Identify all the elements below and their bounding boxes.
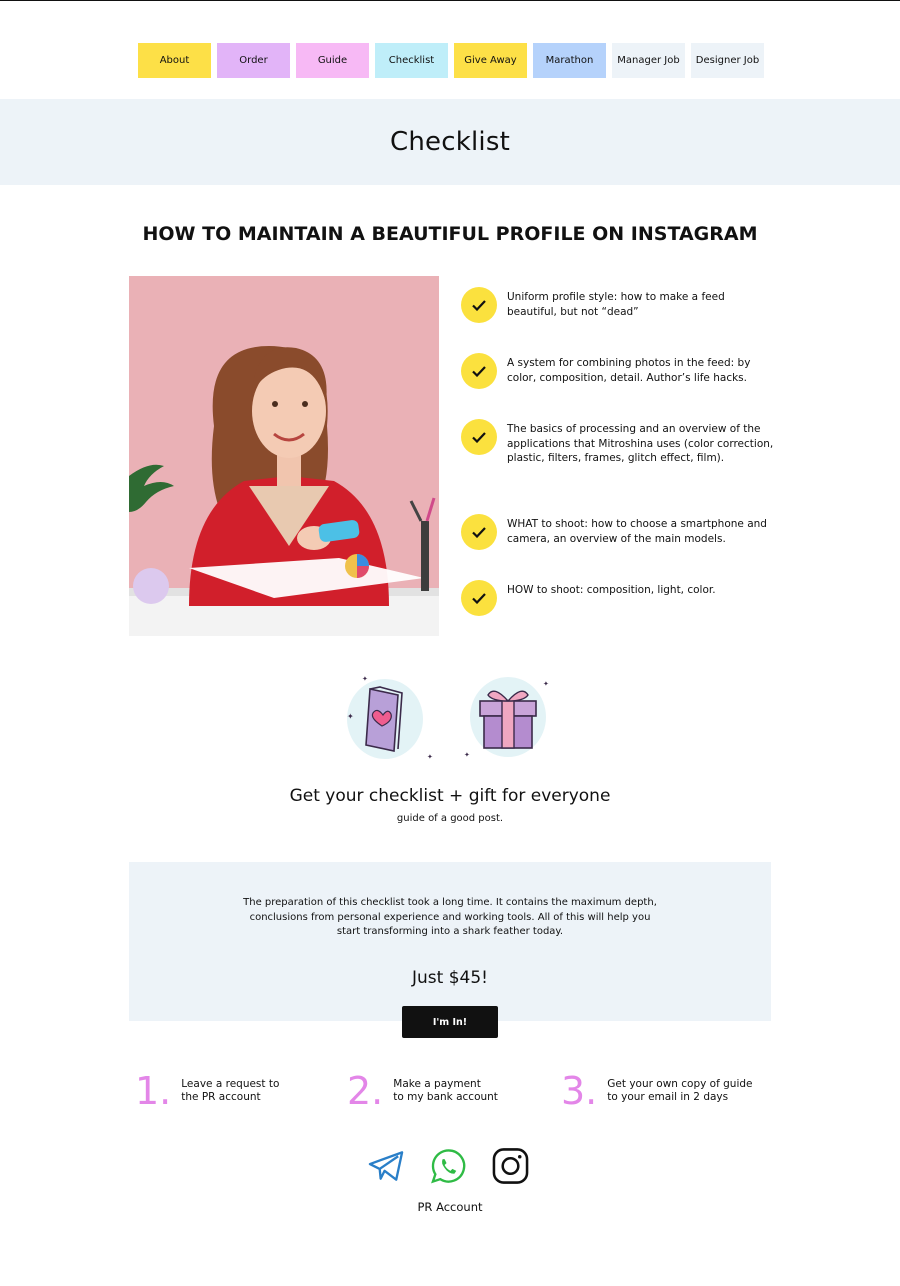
card-and-gift-icon [340,671,560,766]
nav-order[interactable]: Order [217,43,290,78]
price-label: Just $45! [412,968,488,988]
im-in-button[interactable]: I'm In! [402,1006,498,1038]
checkmark-icon [461,287,497,323]
step-number: 2. [347,1069,384,1113]
svg-text:✦: ✦ [464,751,470,759]
instagram-icon[interactable] [492,1147,529,1184]
step-item [561,1071,753,1111]
telegram-icon[interactable] [368,1147,405,1184]
checklist-item [461,419,777,466]
pr-account-label: PR Account [417,1200,483,1214]
checklist-item [461,580,777,616]
checklist-item [461,287,777,323]
gift-title: Get your checklist + gift for everyone [289,786,611,806]
gift-subtitle: guide of a good post. [396,813,504,824]
svg-text:✦: ✦ [543,680,549,688]
checklist-item-text: A system for combining photos in the feed: by color, composition, detail. Author’s life hacks. [507,357,751,384]
checklist-item [461,353,777,389]
nav-manager-job[interactable]: Manager Job [612,43,685,78]
checklist-item-text: WHAT to shoot: how to choose a smartphone and camera, an overview of the main models. [507,518,767,545]
checkmark-icon [461,580,497,616]
checklist-item-text: The basics of processing and an overview of the applications that Mitroshina uses (color correction, plastic, filters, frames, glitch effect, film). [507,423,774,464]
nav-give-away[interactable]: Give Away [454,43,527,78]
section-title: HOW TO MAINTAIN A BEAUTIFUL PROFILE ON INSTAGRAM [142,223,758,245]
nav-checklist[interactable]: Checklist [375,43,448,78]
offer-panel [129,862,771,1021]
nav-marathon[interactable]: Marathon [533,43,606,78]
gift-illustrations [340,671,560,766]
top-nav [138,43,764,78]
svg-text:✦: ✦ [362,675,368,683]
checklist-item-text: HOW to shoot: composition, light, color. [507,584,716,596]
nav-designer-job[interactable]: Designer Job [691,43,764,78]
social-links [368,1147,529,1184]
svg-text:✦: ✦ [347,712,354,721]
page-header-band [0,99,900,185]
step-item [135,1071,279,1111]
nav-guide[interactable]: Guide [296,43,369,78]
checklist-item [461,514,777,550]
hero-photo [129,276,439,636]
checkmark-icon [461,353,497,389]
step-number: 1. [135,1069,172,1113]
nav-about[interactable]: About [138,43,211,78]
whatsapp-icon[interactable] [430,1147,467,1184]
step-text: Make a payment to my bank account [393,1078,498,1103]
offer-description: The preparation of this checklist took a long time. It contains the maximum depth, conclusions from personal experience and working tools. All of this will help you start transforming into a shark feather today. [243,897,657,937]
checkmark-icon [461,514,497,550]
svg-text:✦: ✦ [427,753,433,761]
checklist-item-text: Uniform profile style: how to make a feed beautiful, but not “dead” [507,291,725,318]
step-number: 3. [561,1069,598,1113]
woman-at-desk-illustration [129,276,439,636]
step-text: Get your own copy of guide to your email in 2 days [607,1078,753,1103]
step-text: Leave a request to the PR account [181,1078,280,1103]
page-title: Checklist [390,127,510,157]
checkmark-icon [461,419,497,455]
step-item [347,1071,498,1111]
